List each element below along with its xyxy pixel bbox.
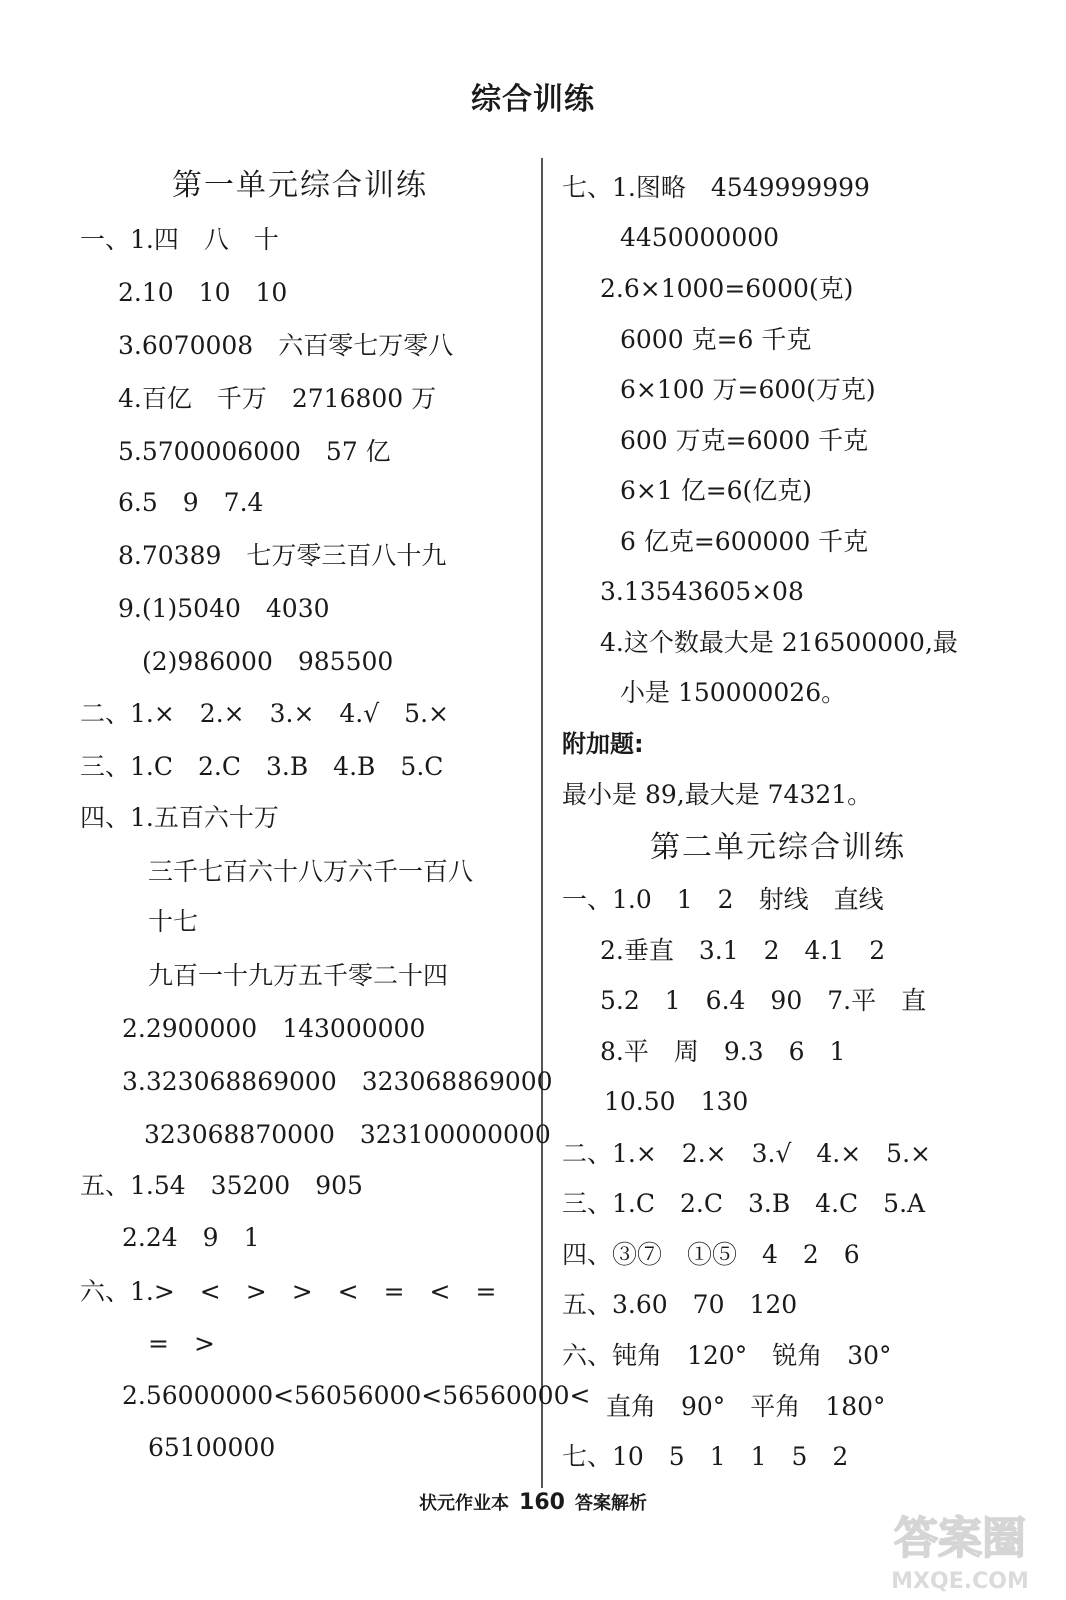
answer-line: 10.50 130 xyxy=(604,1087,749,1116)
answer-line: 4450000000 xyxy=(620,223,780,252)
answer-line: 2.2900000 143000000 xyxy=(122,1014,426,1043)
answer-line: 8.70389 七万零三百八十九 xyxy=(118,541,447,570)
svg-text:MXQE.COM: MXQE.COM xyxy=(891,1569,1029,1594)
answer-line: 2.10 10 10 xyxy=(118,278,288,307)
answer-line: 6×100 万=600(万克) xyxy=(620,375,876,404)
answer-line: 一、1.四 八 十 xyxy=(80,225,279,254)
watermark-logo xyxy=(860,1498,1060,1598)
footer-book-name: 状元作业本 xyxy=(419,1493,510,1514)
answer-line: 9.(1)5040 4030 xyxy=(118,594,330,623)
answer-line: 2.56000000<56056000<56560000< xyxy=(122,1381,591,1410)
column-divider xyxy=(541,158,543,1488)
answer-line: 三、1.C 2.C 3.B 4.B 5.C xyxy=(80,752,444,781)
answer-line: 二、1.× 2.× 3.× 4.√ 5.× xyxy=(80,699,449,728)
answer-line: 四、③⑦ ①⑤ 4 2 6 xyxy=(562,1240,860,1269)
answer-line: (2)986000 985500 xyxy=(142,647,394,676)
page-title: 综合训练 xyxy=(471,82,595,117)
unit-1-section-title: 第一单元综合训练 xyxy=(172,168,428,203)
answer-line: 4.百亿 千万 2716800 万 xyxy=(118,384,437,413)
answer-line: 直角 90° 平角 180° xyxy=(606,1392,886,1421)
answer-line: 五、3.60 70 120 xyxy=(562,1290,798,1319)
answer-line: 2.6×1000=6000(克) xyxy=(600,274,854,303)
answer-line: 8.平 周 9.3 6 1 xyxy=(600,1037,846,1066)
answer-line: 二、1.× 2.× 3.√ 4.× 5.× xyxy=(562,1139,931,1168)
answer-line: 5.2 1 6.4 90 7.平 直 xyxy=(600,986,927,1015)
answer-line: 6.5 9 7.4 xyxy=(118,488,264,517)
answer-line: 3.6070008 六百零七万零八 xyxy=(118,331,454,360)
answer-line: 四、1.五百六十万 xyxy=(80,803,279,832)
page-number: 160 xyxy=(519,1490,565,1515)
answer-line: 一、1.0 1 2 射线 直线 xyxy=(562,885,884,914)
footer-section-name: 答案解析 xyxy=(574,1493,647,1514)
extra-question-answer: 最小是 89,最大是 74321。 xyxy=(562,780,873,809)
answer-line: 三千七百六十八万六千一百八 xyxy=(148,857,474,886)
answer-line: 小是 150000026。 xyxy=(620,678,847,707)
answer-line: 600 万克=6000 千克 xyxy=(620,426,869,455)
svg-text:答案圈: 答案圈 xyxy=(894,1513,1026,1564)
unit-2-section-title: 第二单元综合训练 xyxy=(650,830,906,865)
answer-line: 6 亿克=600000 千克 xyxy=(620,527,869,556)
answer-line: = > xyxy=(148,1329,215,1358)
answer-line: 七、10 5 1 1 5 2 xyxy=(562,1442,849,1471)
answer-line: 七、1.图略 4549999999 xyxy=(562,173,870,202)
answer-line: 六、1.> < > > < = < = xyxy=(80,1277,497,1306)
answer-line: 六、钝角 120° 锐角 30° xyxy=(562,1341,892,1370)
answer-line: 6×1 亿=6(亿克) xyxy=(620,476,813,505)
answer-line: 2.24 9 1 xyxy=(122,1223,260,1252)
answer-line: 3.13543605×08 xyxy=(600,577,804,606)
answer-line: 4.这个数最大是 216500000,最 xyxy=(600,628,958,657)
answer-line: 九百一十九万五千零二十四 xyxy=(148,961,449,990)
answer-line: 6000 克=6 千克 xyxy=(620,325,812,354)
answer-line: 2.垂直 3.1 2 4.1 2 xyxy=(600,936,886,965)
answer-line: 十七 xyxy=(148,907,199,936)
answer-line: 五、1.54 35200 905 xyxy=(80,1171,363,1200)
answer-line: 3.323068869000 323068869000 xyxy=(122,1067,553,1096)
answer-line: 323068870000 323100000000 xyxy=(144,1120,551,1149)
answer-line: 三、1.C 2.C 3.B 4.C 5.A xyxy=(562,1189,926,1218)
answer-line: 5.5700006000 57 亿 xyxy=(118,437,391,466)
answer-line: 65100000 xyxy=(148,1433,276,1462)
extra-question-title: 附加题: xyxy=(562,730,644,758)
